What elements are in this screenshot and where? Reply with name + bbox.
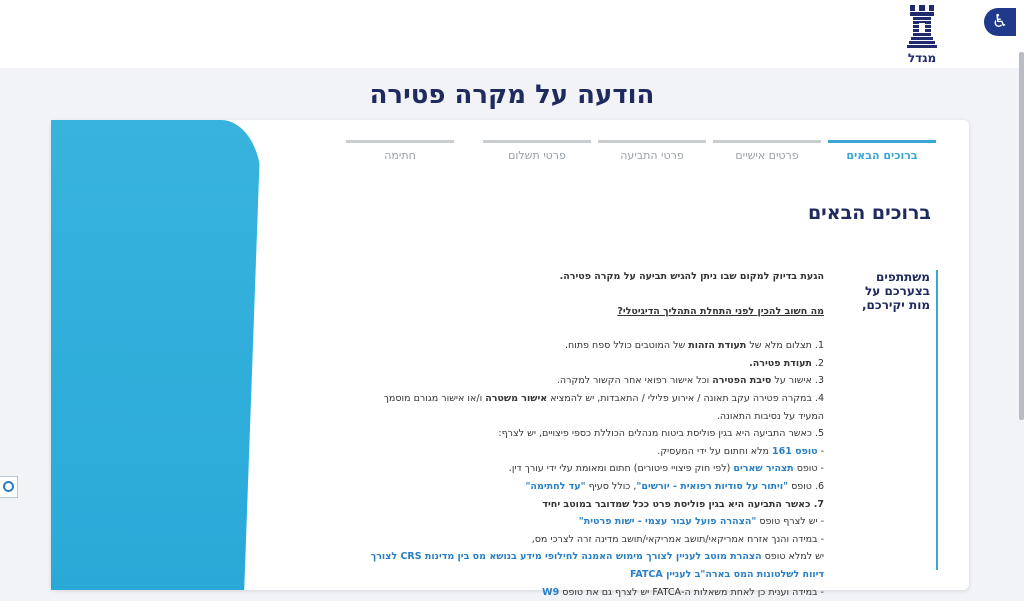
list-item-4-cont: המעיד על נסיבות התאונה. [369, 408, 824, 426]
until-signature-link[interactable]: "עד לחתימה" [525, 481, 585, 492]
progress-steps [346, 140, 936, 170]
wheelchair-icon: ♿ [992, 11, 1008, 32]
list-item-7-5: - במידה וענית כן לאחת משאלות ה-FATCA יש לצרף גם את טופס W9 [369, 584, 824, 601]
section-title: ברוכים הבאים [671, 202, 931, 224]
list-item-5: 5. כאשר התביעה היא בגין פוליסת ביטוח מנהלים הכוללת כספי פיצויים, יש לצרף: [369, 425, 824, 443]
circle-icon [3, 481, 14, 492]
self-declaration-link[interactable]: "הצהרה פועל עבור עצמי - ישות פרטית" [579, 516, 757, 527]
w9-form-link[interactable]: W9 [542, 587, 559, 598]
list-item-4: 4. במקרה פטירה עקב תאונה / אירוע פלילי / התאבדות, יש להמציא אישור משטרה ו/או אישור מגורם מוסמך [369, 390, 824, 408]
list-item-7-3: יש למלא טופס הצהרת מוטב לעניין לצורך מימוש האמנה לחילופי מידע בנושא מס בין מדינות CRS לצורך [369, 548, 824, 566]
step-personal-details[interactable]: פרטים אישיים [713, 140, 821, 170]
intro-text: הגעת בדיוק למקום שבו ניתן להגיש תביעה על מקרה פטירה. [369, 268, 824, 286]
instructions-content [369, 268, 824, 601]
list-item-7-1: - יש לצרף טופס "הצהרה פועל עבור עצמי - ישות פרטית" [369, 513, 824, 531]
list-item-6: 6. טופס "ויתור על סודיות רפואית - יורשים", כולל סעיף "עד לחתימה" [369, 478, 824, 496]
side-tab-widget[interactable] [0, 476, 18, 498]
accessibility-button[interactable] [984, 8, 1016, 36]
crs-declaration-link[interactable]: הצהרת מוטב לעניין לצורך מימוש האמנה לחילופי מידע בנושא מס בין מדינות CRS לצורך [371, 551, 762, 562]
medical-waiver-link[interactable]: "ויתור על סודיות רפואית - יורשים" [636, 481, 788, 492]
migdal-logo[interactable] [902, 3, 942, 65]
list-item-2: 2. תעודת פטירה. [369, 355, 824, 373]
tower-icon [902, 3, 942, 53]
step-signature[interactable]: חתימה [346, 140, 454, 170]
question-heading: מה חשוב להכין לפני התחלת התהליך הדיגיטלי? [369, 303, 824, 321]
list-item-1: 1. תצלום מלא של תעודת הזהות של המוטבים כולל ספח פתוח. [369, 337, 824, 355]
survivors-affidavit-link[interactable]: תצהיר שארים [733, 463, 793, 474]
list-item-7: 7. כאשר התביעה היא בגין פוליסת פרט ככל שמדובר במוטב יחיד [369, 496, 824, 514]
list-item-5-1: - טופס 161 מלא וחתום על ידי המעסיק. [369, 443, 824, 461]
condolence-text: משתתפים בצערכם על מות יקירכם, [862, 270, 930, 312]
top-header [0, 0, 1024, 68]
list-item-3: 3. אישור על סיבת הפטירה וכל אישור רפואי אחר הקשור למקרה. [369, 372, 824, 390]
logo-text: מגדל [902, 51, 942, 65]
page-title: הודעה על מקרה פטירה [0, 80, 1024, 110]
step-payment-details[interactable]: פרטי תשלום [483, 140, 591, 170]
form-161-link[interactable]: טופס 161 [772, 446, 818, 457]
step-claim-details[interactable]: פרטי התביעה [598, 140, 706, 170]
form-card [51, 120, 969, 590]
list-item-5-2: - טופס תצהיר שארים (לפי חוק פיצויי פיטורים) חתום ומאומת עלי ידי עורך דין. [369, 460, 824, 478]
condolence-sidebar [848, 270, 938, 570]
step-welcome[interactable]: ברוכים הבאים [828, 140, 936, 170]
decorative-panel [51, 120, 261, 590]
list-item-7-4[interactable]: דיווח לשלטונות המס בארה"ב לעניין FATCA [369, 566, 824, 584]
list-item-7-2: - במידה והנך אזרח אמריקאי/תושב אמריקאי/תושב מדינה זרה לצרכי מס, [369, 531, 824, 549]
